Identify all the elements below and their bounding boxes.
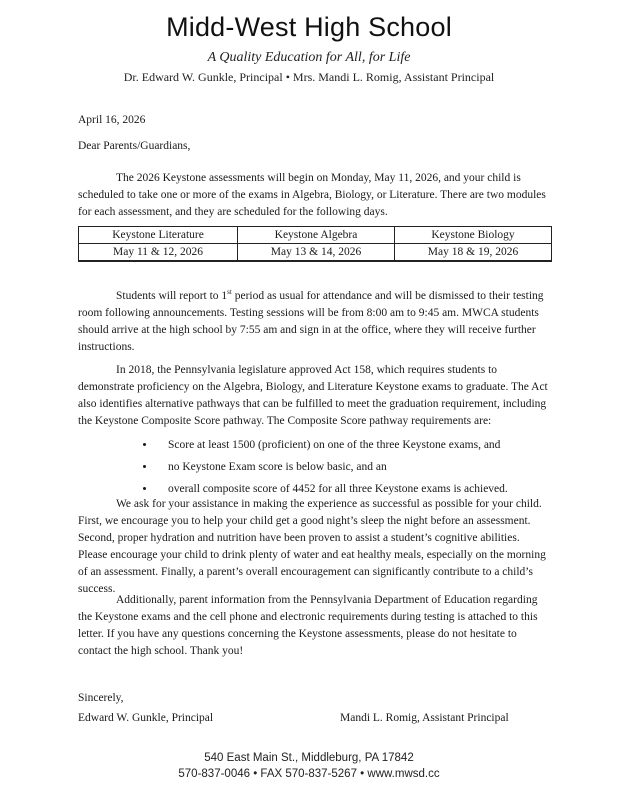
schedule-date-literature: May 11 & 12, 2026 [79,244,238,262]
list-item: • Score at least 1500 (proficient) on one of the three Keystone exams, and [156,434,556,456]
schedule-header-algebra: Keystone Algebra [238,227,395,244]
exam-schedule-table [78,226,552,262]
footer-address: 540 East Main St., Middleburg, PA 17842 [204,752,414,764]
schedule-date-algebra: May 13 & 14, 2026 [238,244,395,262]
additional-info-paragraph: Additionally, parent information from the Pennsylvania Department of Education regarding the Keystone exams and the cell phone and electronic requirements during testing is attached to this letter. If you have any questions concerning the Keystone assessments, please do not hesitate to contact the high school. Thank you! [78,594,538,657]
requirements-list [142,434,556,500]
closing: Sincerely, [78,692,124,704]
signer-principal: Edward W. Gunkle, Principal [78,712,214,724]
signer-assistant-principal: Mandi L. Romig, Assistant Principal [340,712,509,724]
officials-line: Dr. Edward W. Gunkle, Principal • Mrs. Mandi L. Romig, Assistant Principal [123,70,495,84]
attendance-paragraph [78,288,548,356]
attendance-text-start: Students will report to 1 [116,290,228,302]
school-name: Midd-West High School [166,12,452,42]
attendance-text-rest: period as usual for attendance and will be dismissed to their testing room following announcements. Testing sessions will be from 8:00 am to 9:45 am. MWCA students should arrive at the high school by 7:55 am and sign in at the office, where they will receive further instructions. [78,290,544,353]
list-item: • no Keystone Exam score is below basic, and an [156,456,556,478]
schedule-header-biology: Keystone Biology [395,227,552,244]
schedule-header-row [79,227,552,244]
footer-contact: 570-837-0046 • FAX 570-837-5267 • www.mwsd.cc [178,768,440,780]
schedule-dates-row [79,244,552,262]
list-item: • overall composite score of 4452 for all three Keystone exams is achieved. [156,478,556,500]
letter-date: April 16, 2026 [78,114,146,126]
intro-paragraph: The 2026 Keystone assessments will begin on Monday, May 11, 2026, and your child is scheduled to take one or more of the exams in Algebra, Biology, or Literature. There are two modules for each assessment, and they are scheduled for the following days. [78,172,546,218]
ordinal-suffix: st [227,288,232,297]
salutation: Dear Parents/Guardians, [78,140,191,152]
assistance-paragraph: We ask for your assistance in making the experience as successful as possible for your child. First, we encourage you to help your child get a good night’s sleep the night before an assessment. Second, proper hydration and nutrition have been proven to assist a student’s cognitive abilities. Please encourage your child to drink plenty of water and eat healthy meals, especially on the morning of an assessment. Finally, a parent’s overall encouragement can significantly contribute to a child’s success. [78,498,546,595]
school-tagline: A Quality Education for All, for Life [207,50,411,65]
schedule-header-literature: Keystone Literature [79,227,238,244]
schedule-date-biology: May 18 & 19, 2026 [395,244,552,262]
act-158-paragraph: In 2018, the Pennsylvania legislature approved Act 158, which requires students to demonstrate proficiency on the Algebra, Biology, and Literature Keystone exams to graduate. The Act also identifies alternative pathways that can be fulfilled to meet the graduation requirement, including the Keystone Composite Score pathway. The Composite Score pathway requirements are: [78,364,548,427]
